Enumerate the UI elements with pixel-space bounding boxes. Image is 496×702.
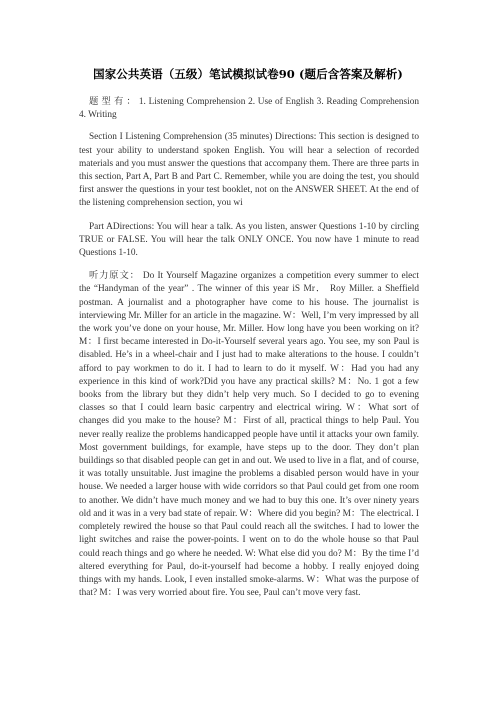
- part-a-directions-paragraph: Part ADirections: You will hear a talk. As you listen, answer Questions 1-10 by circling TRUE or FALSE. You will hear the talk ONLY ONCE. You now have 1 minute to read Questions 1-10.: [79, 221, 419, 259]
- question-types-paragraph: 题 型 有 ： 1. Listening Comprehension 2. Use of English 3. Reading Comprehension 4. Writing: [79, 97, 419, 121]
- document-body: [79, 96, 419, 600]
- document-title: 国家公共英语（五级）笔试模拟试卷90 (题后含答案及解析): [93, 67, 403, 81]
- transcript-paragraph: 听力原文： Do It Yourself Magazine organizes a competition every summer to elect the “Handyman of the year” . The winner of this year iS Mr． Roy Miller. a Sheffield postman. A journalist and a photographer have come to his house. The journalist is interviewing Mr. Miller for an article in the magazine. W：Well, I’m very impressed by all the work you’ve done on your house, Mr. Miller. How long have you been working on it? M：I first became interested in Do-it-Yourself several years ago. You see, my son Paul is disabled. He’s in a wheel-chair and I just had to make alterations to the house. I couldn’t afford to pay workmen to do it. I had to learn to do it myself. W：Had you had any experience in this kind of work?Did you have any practical skills? M：No. 1 got a few books from the library but they didn’t help very much. So I decided to go to evening classes so that I could learn basic carpentry and electrical wiring. W：What sort of changes did you make to the house? M：First of all, practical things to help Paul. You never really realize the problems handicapped people have until it attacks your own family. Most government buildings, for example, have steps up to the door. They don’t plan buildings so that disabled people can get in and out. We used to live in a flat, and of course, it was totally unsuitable. Just imagine the problems a disabled person would have in your house. We needed a larger house with wide corridors so that Paul could get from one room to another. We didn’t have much money and we had to buy this one. It’s over ninety years old and it was in a very bad state of repair. W：Where did you begin? M：The electrical. I completely rewired the house so that Paul could reach all the switches. I had to lower the light switches and raise the power-points. I went on to do the whole house so that Paul could reach things and go where he needed. W: What else did you do? M：By the time I’d altered everything for Paul, do-it-yourself had become a hobby. I really enjoyed doing things with my hands. Look, I even installed smoke-alarms. W：What was the purpose of that? M：I was very worried about fire. You see, Paul can’t move very fast.: [79, 271, 419, 599]
- section-intro-paragraph: Section I Listening Comprehension (35 minutes) Directions: This section is designed to test your ability to understand spoken English. You will hear a selection of recorded materials and you must answer the questions that accompany them. There are three parts in this section, Part A, Part B and Part C. Remember, while you are doing the test, you should first answer the questions in your test booklet, not on the ANSWER SHEET. At the end of the listening comprehension section, you wi: [79, 132, 419, 209]
